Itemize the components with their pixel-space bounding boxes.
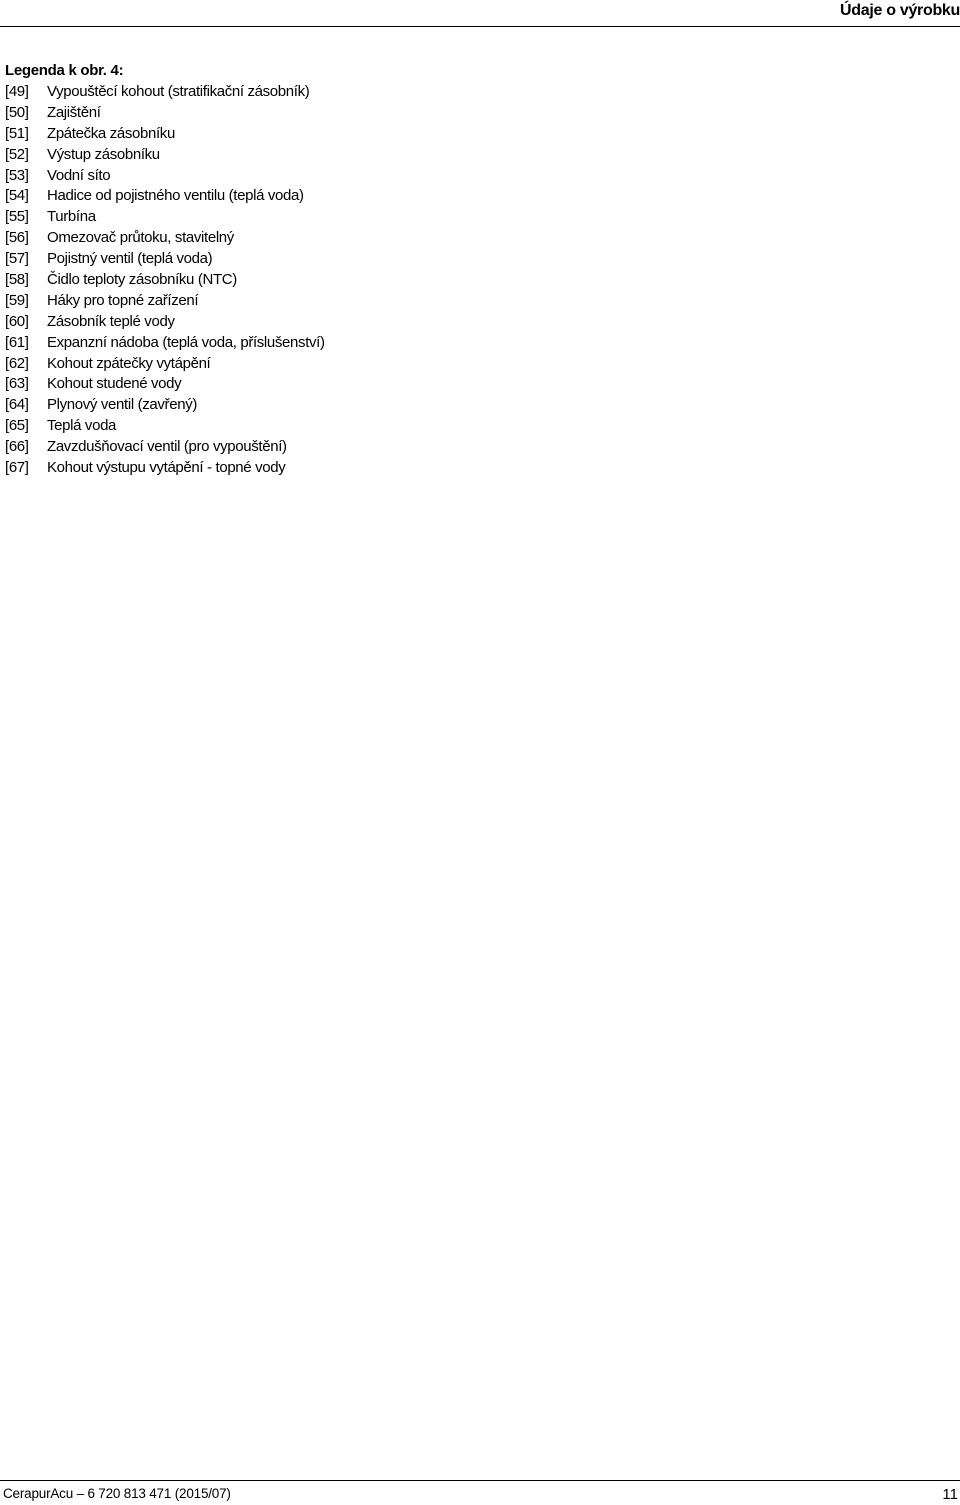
legend-item bbox=[5, 185, 905, 206]
legend-item-number: [58] bbox=[5, 271, 29, 289]
legend-item-number: [56] bbox=[5, 229, 29, 247]
legend-item bbox=[5, 394, 905, 415]
legend-item-text: Vypouštěcí kohout (stratifikační zásobník) bbox=[47, 83, 310, 100]
legend-item bbox=[5, 248, 905, 269]
legend-title: Legenda k obr. 4: bbox=[5, 62, 124, 79]
legend-item-number: [54] bbox=[5, 187, 29, 205]
legend-item-number: [66] bbox=[5, 438, 29, 456]
legend-item-number: [51] bbox=[5, 124, 29, 142]
legend-item bbox=[5, 332, 905, 353]
legend-item bbox=[5, 373, 905, 394]
legend-item bbox=[5, 436, 905, 457]
legend-item bbox=[5, 290, 905, 311]
legend-item-number: [62] bbox=[5, 354, 29, 372]
legend-item-number: [50] bbox=[5, 103, 29, 121]
legend-item-text: Turbína bbox=[47, 208, 96, 226]
legend-item bbox=[5, 102, 905, 123]
legend-item bbox=[5, 311, 905, 332]
legend-item-number: [52] bbox=[5, 145, 29, 163]
legend-item-text: Vodní síto bbox=[47, 166, 111, 184]
legend-item-text: Výstup zásobníku bbox=[47, 145, 160, 163]
legend-item-text: Expanzní nádoba (teplá voda, příslušenství) bbox=[47, 333, 325, 351]
legend-item-text: Hadice od pojistného ventilu (teplá voda) bbox=[47, 187, 304, 205]
legend-item-text: Zajištění bbox=[47, 103, 101, 121]
legend-item-text: Háky pro topné zařízení bbox=[47, 291, 199, 309]
legend-item-text: Teplá voda bbox=[47, 417, 117, 435]
legend-item-text: Čidlo teploty zásobníku (NTC) bbox=[47, 271, 237, 289]
legend-item-number: [67] bbox=[5, 459, 29, 477]
legend-item-number: [65] bbox=[5, 417, 29, 435]
legend-item bbox=[5, 165, 905, 186]
legend-item-number: [59] bbox=[5, 291, 29, 309]
document-reference: CerapurAcu – 6 720 813 471 (2015/07) bbox=[3, 1486, 231, 1501]
legend-item-text: Kohout výstupu vytápění - topné vody bbox=[47, 459, 286, 477]
legend-item-text: Zavzdušňovací ventil (pro vypouštění) bbox=[47, 438, 287, 456]
page-number: 11 bbox=[942, 1486, 958, 1503]
legend-item-number: [57] bbox=[5, 250, 29, 268]
header-divider bbox=[0, 26, 960, 27]
legend-item-text: Kohout zpátečky vytápění bbox=[47, 354, 211, 372]
legend-item-text: Zásobník teplé vody bbox=[47, 312, 175, 330]
figure-legend bbox=[5, 60, 905, 478]
legend-item-number: [49] bbox=[5, 83, 29, 100]
legend-item-number: [64] bbox=[5, 396, 29, 414]
footer-divider bbox=[0, 1480, 960, 1481]
legend-item bbox=[5, 81, 905, 102]
legend-item-text: Omezovač průtoku, stavitelný bbox=[47, 229, 234, 247]
legend-item-number: [61] bbox=[5, 333, 29, 351]
legend-item bbox=[5, 227, 905, 248]
legend-item-text: Pojistný ventil (teplá voda) bbox=[47, 250, 213, 268]
legend-item-text: Zpátečka zásobníku bbox=[47, 124, 175, 142]
legend-item bbox=[5, 144, 905, 165]
legend-item-number: [53] bbox=[5, 166, 29, 184]
legend-item bbox=[5, 123, 905, 144]
legend-item bbox=[5, 269, 905, 290]
legend-item bbox=[5, 353, 905, 374]
legend-item bbox=[5, 206, 905, 227]
legend-list bbox=[5, 81, 905, 478]
legend-item-text: Kohout studené vody bbox=[47, 375, 182, 393]
legend-item-text: Plynový ventil (zavřený) bbox=[47, 396, 197, 414]
legend-item-number: [63] bbox=[5, 375, 29, 393]
legend-item-number: [60] bbox=[5, 312, 29, 330]
section-title: Údaje o výrobku bbox=[840, 2, 960, 19]
legend-item-number: [55] bbox=[5, 208, 29, 226]
legend-item bbox=[5, 457, 905, 478]
legend-item bbox=[5, 415, 905, 436]
